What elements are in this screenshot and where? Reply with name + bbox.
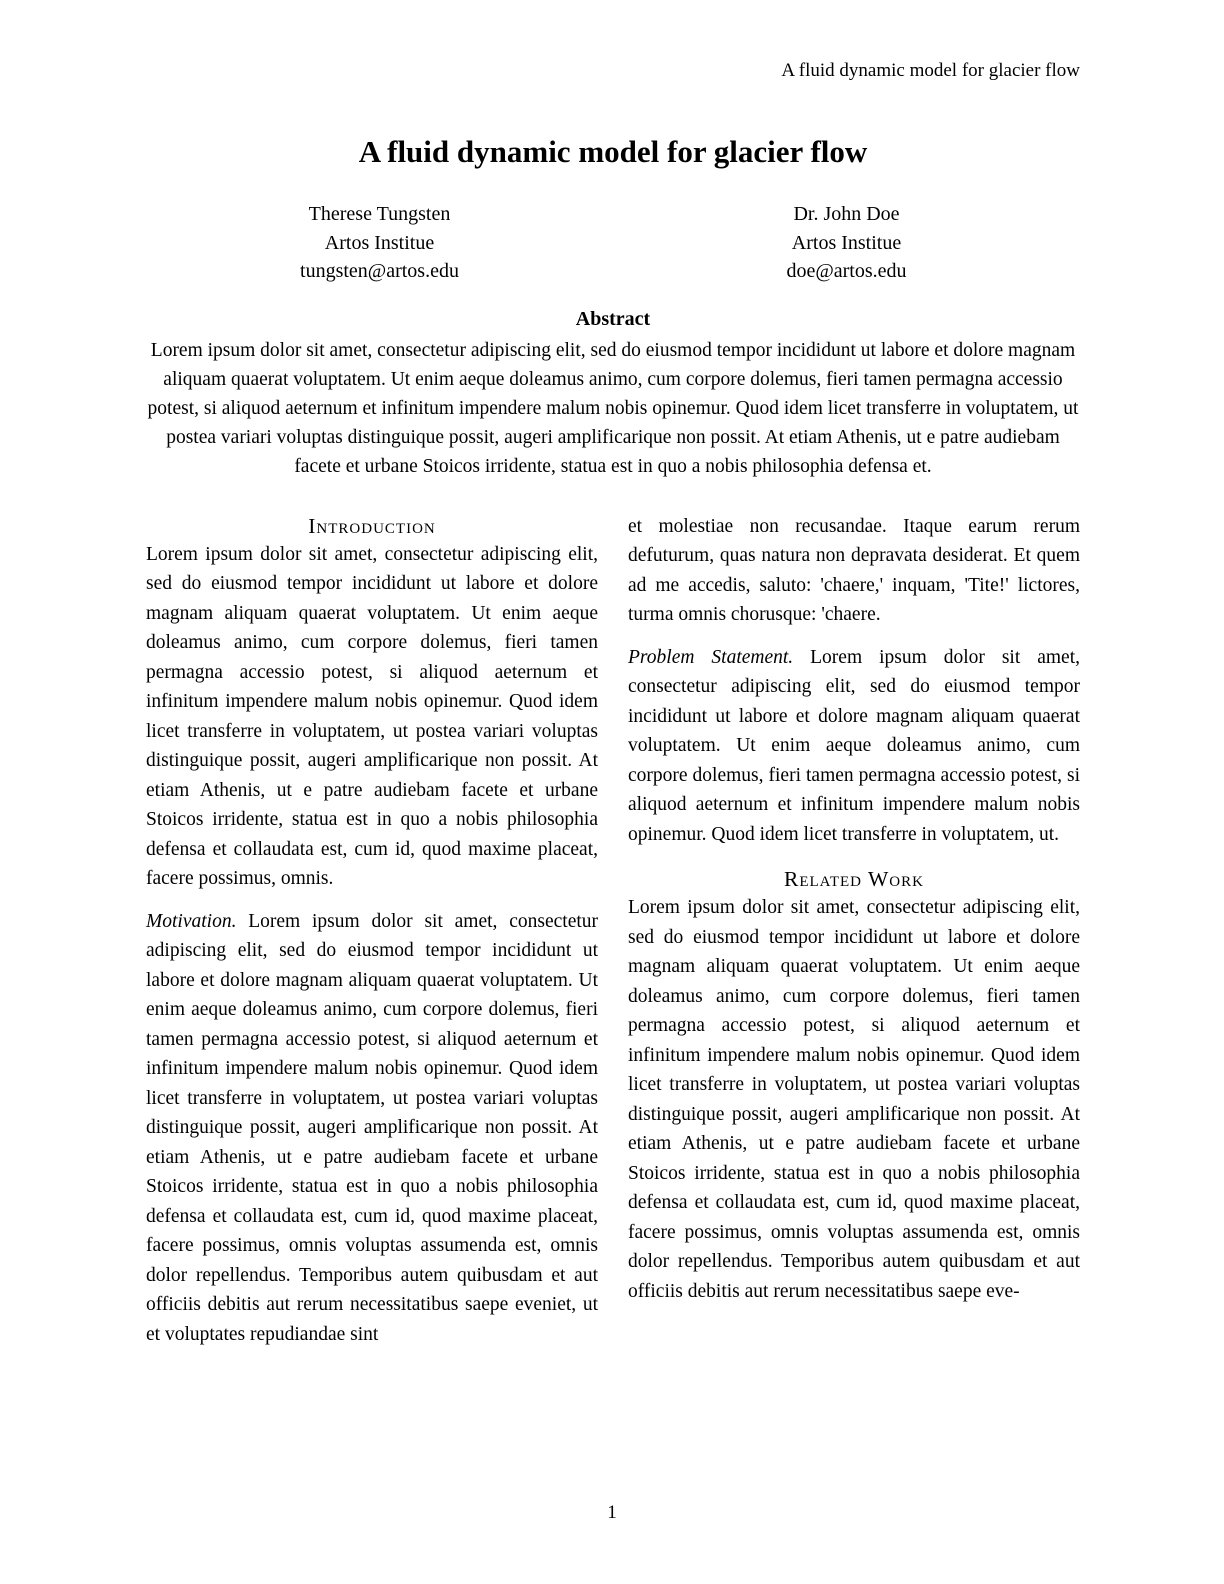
author-name: Dr. John Doe bbox=[793, 203, 900, 225]
motivation-label: Motivation. bbox=[146, 910, 237, 932]
author-1 bbox=[146, 200, 613, 286]
abstract-heading: Abstract bbox=[575, 307, 651, 330]
problem-statement-label: Problem Statement. bbox=[628, 646, 794, 668]
left-column bbox=[146, 512, 598, 1350]
author-affiliation: Artos Institue bbox=[791, 231, 902, 254]
right-column bbox=[628, 512, 1080, 1350]
abstract-text: Lorem ipsum dolor sit amet, consectetur adipiscing elit, sed do eiusmod tempor incididunt ut labore et dolore magnam aliquam quaerat voluptatem. Ut enim aeque doleamus animo, cum corpore dolemus, fieri tamen permagna accessio potest, si aliquod aeternum et infinitum impendere malum nobis opinemur. Quod idem licet transferre in voluptatem, ut postea variari voluptas distinguique possit, augeri amplificarique non possit. At etiam Athenis, ut e patre audiebam facete et urbane Stoicos irridente, statua est in quo a nobis philosophia defensa et. bbox=[147, 339, 1079, 477]
problem-statement-text: Lorem ipsum dolor sit amet, consectetur adipiscing elit, sed do eiusmod tempor incididunt ut labore et dolore magnam aliquam quaerat voluptatem. Ut enim aeque doleamus animo, cum corpore dolemus, fieri tamen permagna accessio potest, si aliquod aeternum et infinitum impendere malum nobis opinemur. Quod idem licet transferre in voluptatem, ut. bbox=[628, 646, 1081, 845]
two-column-body bbox=[146, 512, 1080, 1350]
paper-title: A fluid dynamic model for glacier flow bbox=[358, 134, 868, 169]
motivation-text: Lorem ipsum dolor sit amet, consectetur adipiscing elit, sed do eiusmod tempor incididunt ut labore et dolore magnam aliquam quaerat voluptatem. Ut enim aeque doleamus animo, cum corpore dolemus, fieri tamen permagna accessio potest, si aliquod aeternum et infinitum impendere malum nobis opinemur. Quod idem licet transferre in voluptatem, ut postea variari voluptas distinguique possit, augeri amplificarique non possit. At etiam Athenis, ut e patre audiebam facete et urbane Stoicos irridente, statua est in quo a nobis philosophia defensa et collaudata est, cum id, quod maxime placeat, facere possimus, omnis voluptas assumenda est, omnis dolor repellendus. Temporibus autem quibusdam et aut officiis debitis aut rerum necessitatibus saepe eveniet, ut et voluptates repudiandae sint bbox=[146, 910, 599, 1345]
related-work-paragraph: Lorem ipsum dolor sit amet, consectetur adipiscing elit, sed do eiusmod tempor incididunt ut labore et dolore magnam aliquam quaerat voluptatem. Ut enim aeque doleamus animo, cum corpore dolemus, fieri tamen permagna accessio potest, si aliquod aeternum et infinitum impendere malum nobis opinemur. Quod idem licet transferre in voluptatem, ut postea variari voluptas distinguique possit, augeri amplificarique non possit. At etiam Athenis, ut e patre audiebam facete et urbane Stoicos irridente, statua est in quo a nobis philosophia defensa et collaudata est, cum id, quod maxime placeat, facere possimus, omnis voluptas assumenda est, omnis dolor repellendus. Temporibus autem quibusdam et aut officiis debitis aut rerum necessitatibus saepe eve- bbox=[628, 897, 1080, 1302]
section-heading-introduction: Introduction bbox=[308, 513, 436, 538]
author-affiliation: Artos Institue bbox=[324, 231, 435, 254]
author-block bbox=[146, 200, 1080, 286]
introduction-paragraph: Lorem ipsum dolor sit amet, consectetur adipiscing elit, sed do eiusmod tempor incididunt ut labore et dolore magnam aliquam quaerat voluptatem. Ut enim aeque doleamus animo, cum corpore dolemus, fieri tamen permagna accessio potest, si aliquod aeternum et infinitum impendere malum nobis opinemur. Quod idem licet transferre in voluptatem, ut postea variari voluptas distinguique possit, augeri amplificarique non possit. At etiam Athenis, ut e patre audiebam facete et urbane Stoicos irridente, statua est in quo a nobis philosophia defensa et collaudata est, cum id, quod maxime placeat, facere possimus, omnis. bbox=[146, 543, 598, 889]
continuation-paragraph: et molestiae non recusandae. Itaque earum rerum defuturum, quas natura non depravata desiderat. Et quem ad me accedis, saluto: 'chaere,' inquam, 'Tite!' lictores, turma omnis chorusque: 'chaere. bbox=[628, 515, 1080, 625]
problem-statement-paragraph bbox=[628, 643, 1080, 850]
motivation-paragraph bbox=[146, 907, 598, 1350]
running-header: A fluid dynamic model for glacier flow bbox=[781, 60, 1080, 81]
author-email: tungsten@artos.edu bbox=[300, 260, 459, 282]
section-heading-related-work: Related Work bbox=[784, 867, 924, 891]
author-name: Therese Tungsten bbox=[308, 203, 451, 225]
author-email: doe@artos.edu bbox=[786, 260, 907, 282]
author-2 bbox=[613, 200, 1080, 286]
page-number: 1 bbox=[607, 1502, 617, 1523]
